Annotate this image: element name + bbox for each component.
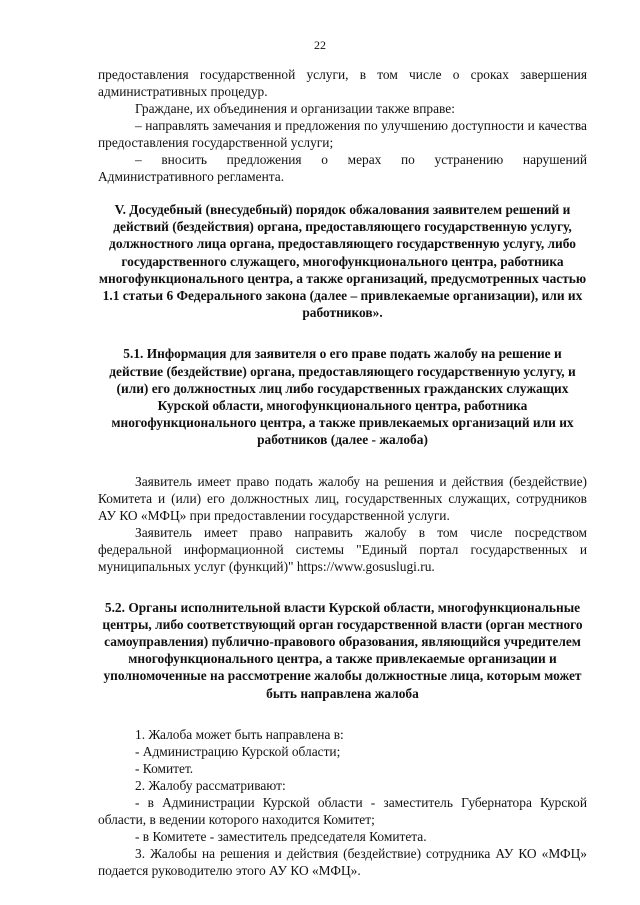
subsection-heading: 5.2. Органы исполнительной власти Курской области, многофункциональные центры, либо соответствующий орган государственной власти (орган местного самоуправления) публично-правового образования, являющийся учредителем многофункционального центра, а также привлекаемые организации и уполномоченные на рассмотрение жалобы должностные лица, которым может быть направлена жалоба xyxy=(102,599,583,701)
page-number: 22 xyxy=(314,38,326,52)
list-item: - Комитет. xyxy=(135,760,194,776)
list-item: 3. Жалобы на решения и действия (бездействие) сотрудника АУ КО «МФЦ» подается руководителю этого АУ КО «МФЦ». xyxy=(98,845,587,878)
paragraph: Заявитель имеет право подать жалобу на решения и действия (бездействие) Комитета и (или) его должностных лиц, государственных служащих, сотрудников АУ КО «МФЦ» при предоставлении государственной услуги. xyxy=(98,473,587,523)
document-body xyxy=(98,66,587,879)
paragraph: – вносить предложения о мерах по устранению нарушений Административного регламента. xyxy=(98,152,587,184)
list-item: - Администрацию Курской области; xyxy=(135,743,341,759)
paragraph: Граждане, их объединения и организации также вправе: xyxy=(135,101,455,116)
paragraph: Заявитель имеет право направить жалобу в том числе посредством федеральной информационной системы "Единый портал государственных и муниципальных услуг (функций)" https://www.gosuslugi.ru. xyxy=(98,524,587,574)
subsection-heading: 5.1. Информация для заявителя о его праве подать жалобу на решение и действие (бездействие) органа, предоставляющего государственную услугу, и (или) его должностных лиц либо государственных гражданских служащих Курской области, многофункционального центра, работника многофункционального центра, а также привлекаемых организаций или их работников (далее - жалоба) xyxy=(109,346,576,448)
paragraph: – направлять замечания и предложения по улучшению доступности и качества предоставления государственной услуги; xyxy=(98,118,587,150)
list-item: - в Комитете - заместитель председателя Комитета. xyxy=(135,828,427,844)
list-item: 2. Жалобу рассматривают: xyxy=(135,777,286,793)
section-heading: V. Досудебный (внесудебный) порядок обжалования заявителем решений и действий (бездействия) органа, предоставляющего государственную услугу, должностного лица органа, предоставляющего государственную услугу, либо государственного служащего, многофункционального центра, работника многофункционального центра, а также организаций, предусмотренных частью 1.1 статьи 6 Федерального закона (далее – привлекаемые организации), или их работников». xyxy=(98,202,587,321)
paragraph: предоставления государственной услуги, в том числе о сроках завершения административных процедур. xyxy=(98,67,587,99)
list-item: - в Администрации Курской области - заместитель Губернатора Курской области, в ведении которого находится Комитет; xyxy=(98,794,587,827)
list-item: 1. Жалоба может быть направлена в: xyxy=(135,726,344,742)
